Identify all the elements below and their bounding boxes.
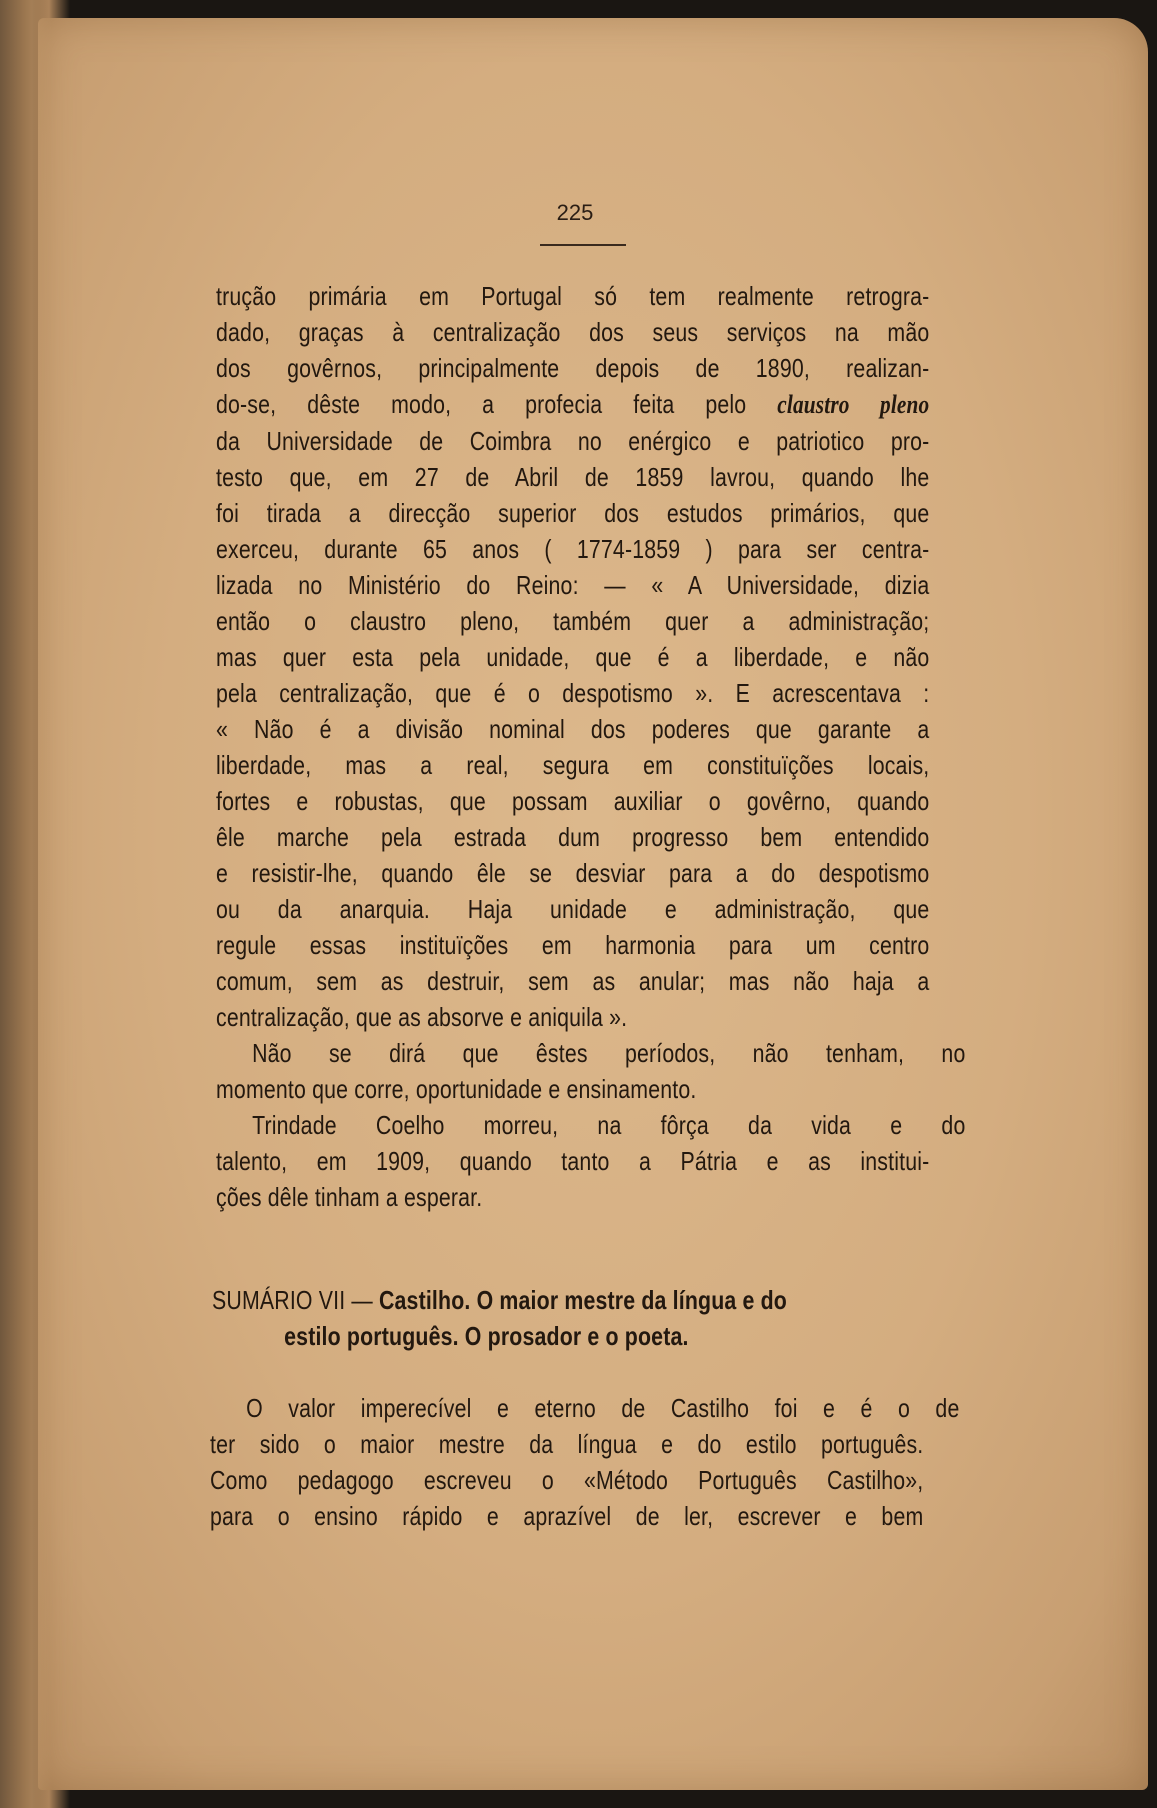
text-line: « Não é a divisão nominal dos poderes que garante a: [216, 714, 930, 744]
text-line-with-italic: [216, 386, 929, 423]
text-line: da Universidade de Coimbra no enérgico e patriotico pro-: [216, 426, 930, 456]
text-line: dos govêrnos, principalmente depois de 1890, realizan-: [216, 353, 930, 383]
final-paragraph: [210, 1390, 960, 1534]
summary-line-2: estilo português. O prosador e o poeta.: [284, 1321, 689, 1351]
summary-line-1: [212, 1282, 819, 1318]
page-edge: [0, 0, 52, 1808]
text-line: mas quer esta pela unidade, que é a liberdade, e não: [216, 642, 930, 672]
body-text: [216, 278, 966, 1215]
text-line: então o claustro pleno, também quer a administração;: [216, 606, 930, 636]
paragraph-line-last: momento que corre, oportunidade e ensinamento.: [216, 1074, 697, 1104]
text-line-start: do-se, dêste modo, a profecia feita pelo: [216, 389, 747, 419]
text-line: testo que, em 27 de Abril de 1859 lavrou, quando lhe: [216, 462, 930, 492]
page-number: 225: [556, 200, 594, 225]
paragraph-line: Não se dirá que êstes períodos, não tenham, no: [252, 1038, 966, 1068]
paragraph-line: Trindade Coelho morreu, na fôrça da vida e do: [252, 1110, 966, 1140]
summary-title: Castilho. O maior mestre da língua e do: [378, 1285, 787, 1315]
text-line: liberdade, mas a real, segura em constituïções locais,: [216, 750, 930, 780]
text-line: pela centralização, que é o despotismo ». E acrescentava :: [216, 678, 930, 708]
text-line: exerceu, durante 65 anos ( 1774-1859 ) para ser centra-: [216, 534, 930, 564]
chapter-summary: [212, 1282, 952, 1354]
text-line: foi tirada a direcção superior dos estudos primários, que: [216, 498, 930, 528]
text-line: trução primária em Portugal só tem realmente retrogra-: [216, 281, 930, 311]
paragraph-line: ter sido o maior mestre da língua e do estilo português.: [210, 1429, 924, 1459]
text-line: lizada no Ministério do Reino: — « A Universidade, dizia: [216, 570, 930, 600]
paragraph-line: para o ensino rápido e aprazível de ler, escrever e bem: [210, 1501, 924, 1531]
text-line: comum, sem as destruir, sem as anular; mas não haja a: [216, 966, 930, 996]
text-line: regule essas instituïções em harmonia para um centro: [216, 930, 930, 960]
paragraph-line-last: ções dêle tinham a esperar.: [216, 1182, 483, 1212]
italic-phrase: claustro pleno: [777, 390, 930, 419]
text-line: dado, graças à centralização dos seus serviços na mão: [216, 317, 930, 347]
text-line: êle marche pela estrada dum progresso bem entendido: [216, 822, 930, 852]
paragraph-line: talento, em 1909, quando tanto a Pátria e as institui-: [216, 1146, 930, 1176]
paragraph-line: O valor imperecível e eterno de Castilho foi e é o de: [246, 1393, 960, 1423]
text-line-last: centralização, que as absorve e aniquila ».: [216, 1002, 628, 1032]
text-line: ou da anarquia. Haja unidade e administração, que: [216, 894, 930, 924]
summary-label: SUMÁRIO VII —: [212, 1285, 373, 1315]
text-line: e resistir-lhe, quando êle se desviar para a do despotismo: [216, 858, 930, 888]
text-line: fortes e robustas, que possam auxiliar o govêrno, quando: [216, 786, 930, 816]
paragraph-line: Como pedagogo escreveu o «Método Português Castilho»,: [210, 1465, 924, 1495]
page-number-rule: [540, 244, 626, 246]
